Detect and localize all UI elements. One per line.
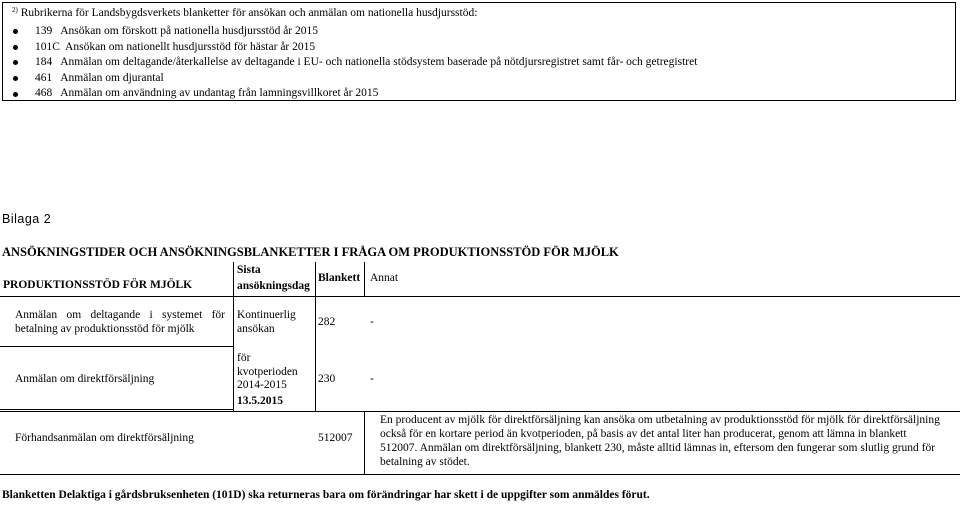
table-rule-bottom — [0, 474, 960, 475]
table-divider — [364, 262, 365, 296]
footnote-marker: 2) — [12, 6, 18, 14]
bullet-icon — [13, 60, 18, 65]
table-rule — [0, 409, 233, 410]
list-item — [13, 24, 697, 40]
list-item-text: 468 Anmälan om användning av undantag från lamningsvillkoret år 2015 — [35, 87, 379, 100]
table-cell-blankett: 230 — [318, 373, 336, 385]
bullet-icon — [13, 76, 18, 81]
column-header-annat: Annat — [370, 272, 399, 284]
list-item-text: 461 Anmälan om djurantal — [35, 71, 164, 84]
table-cell-deadline: 13.5.2015 — [237, 395, 283, 407]
table-rule — [0, 346, 233, 347]
bullet-icon — [13, 29, 18, 34]
table-divider — [315, 262, 316, 412]
table-cell-annat: - — [370, 316, 374, 328]
table-cell-annat: - — [370, 373, 374, 385]
table-cell-dag: för kvotperioden 2014-2015 — [237, 352, 298, 391]
table-divider — [233, 262, 234, 412]
table-rule — [0, 411, 960, 412]
list-item — [13, 71, 697, 87]
bullet-icon — [13, 92, 18, 97]
list-item-text: 101C Ansökan om nationellt husdjursstöd för hästar år 2015 — [35, 40, 316, 53]
form-list — [13, 24, 697, 102]
list-item — [13, 86, 697, 102]
section-heading: ANSÖKNINGSTIDER OCH ANSÖKNINGSBLANKETTER I FRÅGA OM PRODUKTIONSSTÖD FÖR MJÖLK — [2, 245, 619, 259]
column-header-sista: Sista — [237, 264, 261, 276]
table-cell-stod: Förhandsanmälan om direktförsäljning — [15, 432, 194, 444]
list-item — [13, 55, 697, 71]
table-cell-stod: Anmälan om direktförsäljning — [15, 373, 155, 385]
column-header-ansokningsdag: ansökningsdag — [237, 280, 310, 292]
table-rule-top — [0, 296, 960, 297]
table-cell-annat-note: En producent av mjölk för direktförsäljning kan ansöka om utbetalning av produktionsstöd för mjölk för direktförsäljning också för en kortare period än kvotperioden, på basis av det antal liter han producerat, genom att lämna in blankett 512007. Anmälan om direktförsäljning, blankett 230, måste alltid lämnas in, eftersom den fungerar som slutlig grund för betalning av stödet. — [380, 414, 940, 468]
list-item-text: 139 Ansökan om förskott på nationella husdjursstöd år 2015 — [35, 25, 318, 37]
footnote-title-text: Rubrikerna för Landsbygdsverkets blanketter för ansökan och anmälan om nationella husdjursstöd: — [20, 7, 478, 19]
table-divider — [364, 411, 365, 474]
table-cell-stod: Anmälan om deltagande i systemet för betalning av produktionsstöd för mjölk — [15, 309, 225, 335]
appendix-label: Bilaga 2 — [2, 212, 52, 226]
list-item — [13, 40, 697, 56]
list-item-text: 184 Anmälan om deltagande/återkallelse av deltagande i EU- och nationella stödsystem baserade på nötdjursregistret samt får- och getregistret — [35, 56, 698, 69]
footer-note: Blanketten Delaktiga i gårdsbruksenheten (101D) ska returneras bara om förändringar har skett i de uppgifter som anmäldes förut. — [2, 489, 650, 501]
bullet-icon — [13, 45, 18, 50]
table-cell-dag: Kontinuerlig ansökan — [237, 309, 296, 335]
footnote-box — [2, 2, 956, 101]
column-header-stod: PRODUKTIONSSTÖD FÖR MJÖLK — [3, 279, 193, 291]
table-cell-blankett: 282 — [318, 316, 336, 328]
footnote-title — [12, 7, 477, 19]
column-header-blankett: Blankett — [318, 272, 361, 284]
table-cell-blankett: 512007 — [318, 432, 353, 444]
